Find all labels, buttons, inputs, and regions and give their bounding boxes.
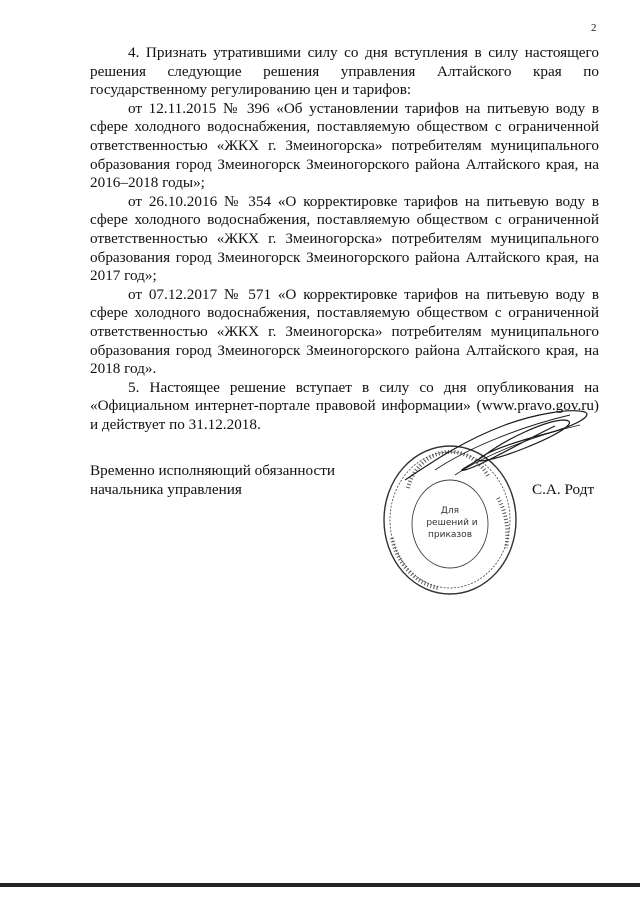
stamp-center-text — [426, 506, 477, 540]
signatory-position-line1: Временно исполняющий обязанности — [90, 462, 336, 479]
document-body — [90, 44, 599, 434]
signatory-position — [90, 462, 335, 499]
svg-text:приказов: приказов — [428, 530, 472, 540]
signatory-position-line2: начальника управления — [90, 480, 242, 498]
svg-text:решений и: решений и — [426, 518, 478, 528]
repealed-decision-2016: от 26.10.2016 № 354 «О корректировке тарифов на питьевую воду в сфере холодного водоснабжения, поставляемую обществом с ограниченной ответственностью «ЖКХ г. Змеиногорска» потребителям муниципального образования город Змеиногорск Змеиногорского района Алтайского края, на 2017 год»; — [90, 192, 599, 285]
svg-text:Для: Для — [440, 506, 460, 516]
bottom-border-line — [0, 883, 640, 887]
handwritten-signature — [395, 400, 595, 490]
repealed-decision-2017: от 07.12.2017 № 571 «О корректировке тарифов на питьевую воду в сфере холодного водоснабжения, поставляемую обществом с ограниченной ответственностью «ЖКХ г. Змеиногорска» потребителям муниципального образования город Змеиногорск Змеиногорского района Алтайского края, на 2018 год». — [90, 285, 599, 378]
signatory-name: С.А. Родт — [532, 481, 595, 498]
paragraph-4-repeal: 4. Признать утратившими силу со дня вступления в силу настоящего решения следующие решения управления Алтайского края по государственному регулированию цен и тарифов: — [90, 44, 599, 99]
repealed-decision-2015: от 12.11.2015 № 396 «Об установлении тарифов на питьевую воду в сфере холодного водоснабжения, поставляемую обществом с ограниченной ответственностью «ЖКХ г. Змеиногорска» потребителям муниципального образования город Змеиногорск Змеиногорского района Алтайского края, на 2016–2018 годы»; — [90, 99, 599, 192]
page-number: 2 — [591, 22, 597, 34]
paragraph-5-effective: 5. Настоящее решение вступает в силу со дня опубликования на «Официальном интернет-портале правовой информации» (www.pravo.gov.ru) и действует по 31.12.2018. — [90, 378, 599, 433]
